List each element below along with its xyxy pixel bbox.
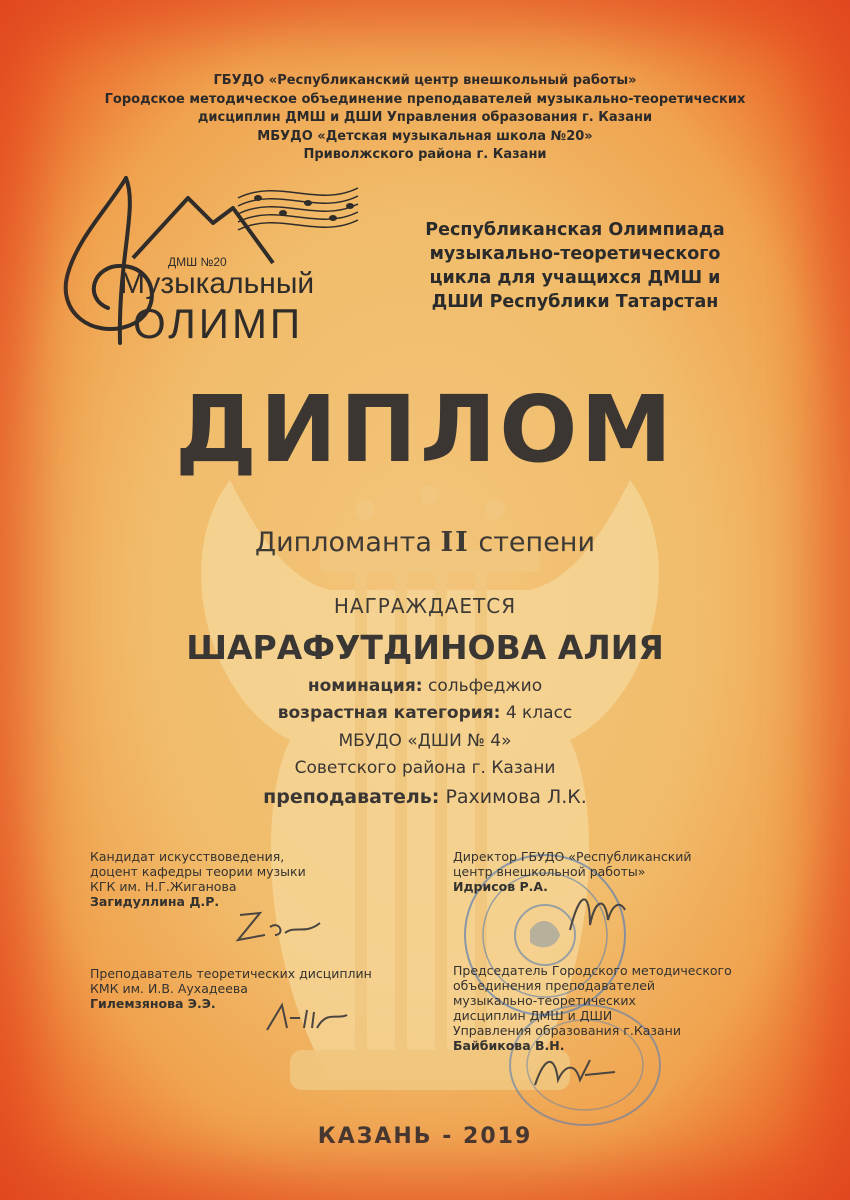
teacher-label: преподаватель:: [263, 786, 440, 808]
header-line: Приволжского района г. Казани: [303, 147, 547, 162]
signature-title-line: дисциплин ДМШ и ДШИ: [453, 1008, 613, 1023]
school-line: МБУДО «ДШИ № 4»: [338, 731, 512, 751]
degree-line: [0, 527, 850, 558]
signature-block-left-bottom: [90, 966, 420, 1011]
olympiad-line: цикла для учащихся ДМШ и: [429, 268, 721, 288]
awarded-label: НАГРАЖДАЕТСЯ: [333, 594, 517, 618]
olympiad-line: ДШИ Республики Татарстан: [431, 292, 719, 312]
age-category-label: возрастная категория:: [277, 703, 501, 723]
degree-roman: II: [440, 527, 470, 558]
header-line: МБУДО «Детская музыкальная школа №20»: [257, 128, 593, 144]
olympiad-title: [390, 218, 760, 314]
diploma-title: ДИПЛОМ: [174, 376, 676, 483]
footer-city-year: КАЗАНЬ - 2019: [317, 1124, 533, 1149]
signature-title-line: Преподаватель теоретических дисциплин: [90, 966, 372, 981]
degree-suffix: степени: [478, 527, 596, 558]
nomination-label: номинация:: [307, 676, 423, 696]
signature-title-line: Директор ГБУДО «Республиканский: [453, 849, 692, 864]
signature-title-line: Кандидат искусствоведения,: [90, 849, 285, 864]
nomination-line: [0, 676, 850, 696]
signature-block-left-top: [90, 849, 400, 909]
signature-title-line: Управления образования г.Казани: [453, 1023, 681, 1038]
music-notes-icon: [238, 188, 358, 230]
signature-block-right-bottom: [453, 963, 773, 1053]
mountain-icon: [133, 198, 273, 263]
logo-school: ДМШ №20: [168, 255, 227, 269]
logo-name-line2: ОЛИМП: [133, 300, 304, 347]
signature-name: Байбикова В.Н.: [453, 1038, 565, 1053]
header-line: ГБУДО «Республиканский центр внешкольный работы»: [213, 73, 637, 88]
signature-title-line: КГК им. Н.Г.Жиганова: [90, 879, 237, 894]
signature-title-line: объединения преподавателей: [453, 978, 656, 993]
district-line: Советского района г. Казани: [294, 758, 556, 778]
header-line: Городское методическое объединение преподавателей музыкально-теоретических: [104, 91, 746, 107]
organization-header: [40, 72, 810, 165]
signature-name: Идрисов Р.А.: [453, 879, 548, 894]
signature-name: Гилемзянова Э.Э.: [90, 996, 216, 1011]
recipient-name: ШАРАФУТДИНОВА АЛИЯ: [186, 628, 664, 667]
logo-name-line1: Музыкальный: [120, 267, 315, 300]
olympiad-line: Республиканская Олимпиада: [425, 220, 725, 240]
olympiad-line: музыкально-теоретического: [429, 244, 721, 264]
signature-title-line: КМК им. И.В. Аухадеева: [90, 981, 248, 996]
age-category-value: 4 класс: [505, 703, 573, 723]
signature-title-line: музыкально-теоретических: [453, 993, 636, 1008]
handwritten-signature: [230, 905, 325, 950]
signature-title-line: Председатель Городского методического: [453, 963, 732, 978]
handwritten-signature: [262, 1000, 352, 1035]
degree-prefix: Дипломанта: [254, 527, 432, 558]
header-line: дисциплин ДМШ и ДШИ Управления образования г. Казани: [197, 110, 653, 125]
nomination-value: сольфеджио: [427, 676, 543, 696]
teacher-value: Рахимова Л.К.: [445, 786, 587, 808]
olympiad-logo: [38, 168, 368, 348]
teacher-line: [0, 786, 850, 808]
signature-title-line: центр внешкольной работы»: [453, 864, 646, 879]
age-category-line: [0, 703, 850, 723]
signature-name: Загидуллина Д.Р.: [90, 894, 220, 909]
signature-title-line: доцент кафедры теории музыки: [90, 864, 306, 879]
handwritten-signature: [530, 1050, 620, 1095]
handwritten-signature: [560, 880, 630, 940]
